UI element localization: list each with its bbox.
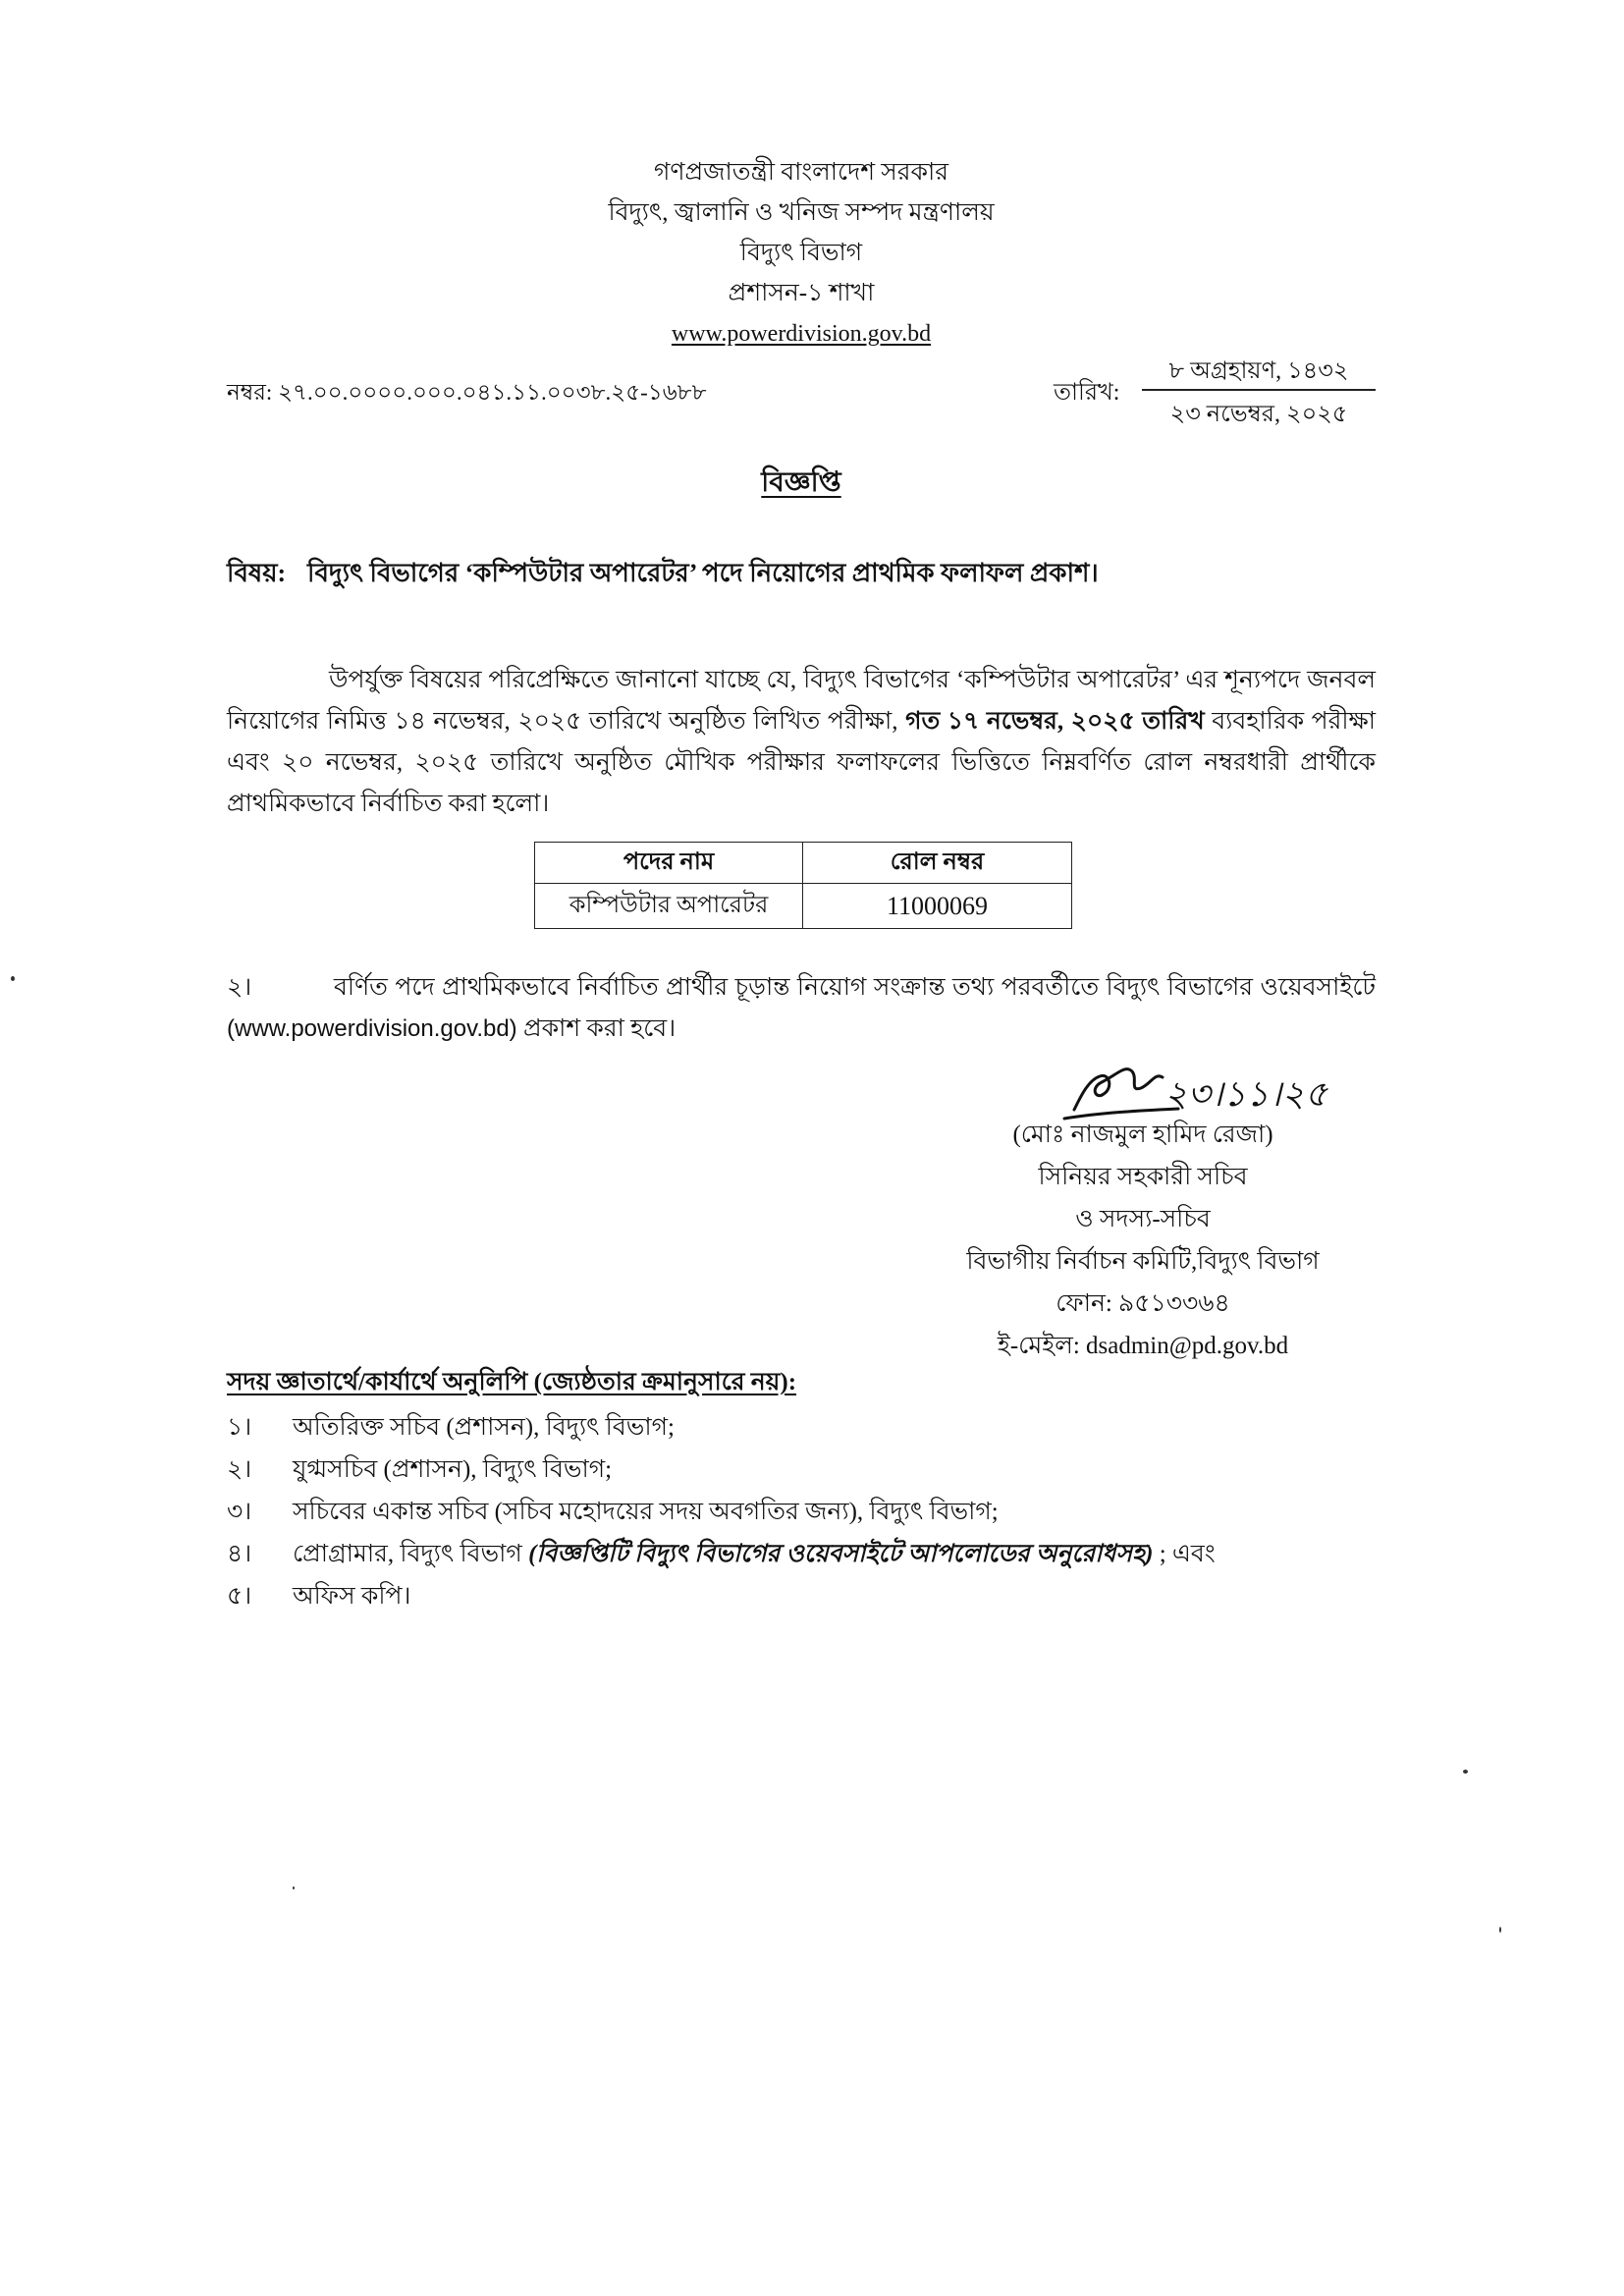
list-item	[227, 1533, 1376, 1575]
signatory-role: ও সদস্য-সচিব	[1075, 1206, 1211, 1232]
table-cell-post: কম্পিউটার অপারেটর	[535, 884, 803, 929]
signature-handwritten-date: ২৩।১১।২৫	[1164, 1074, 1328, 1114]
signatory-block	[888, 1114, 1398, 1367]
copies-heading: সদয় জ্ঞাতার্থে/কার্যার্থে অনুলিপি (জ্যেষ্ঠতার ক্রমানুসারে নয়):	[227, 1369, 797, 1395]
paragraph-1-part-3: ব্যবহারিক পরীক্ষা এবং ২০ নভেম্বর, ২০২৫ তারিখে অনুষ্ঠিত মৌখিক পরীক্ষার ফলাফলের ভিত্তিতে নিম্নবর্ণিত রোল নম্বরধারী প্রার্থীকে প্রাথমিকভাবে নির্বাচিত করা হলো।	[227, 708, 1377, 817]
table-header-roll: রোল নম্বর	[803, 843, 1072, 884]
subject-text: বিদ্যুৎ বিভাগের ‘কম্পিউটার অপারেটর’ পদে নিয়োগের প্রাথমিক ফলাফল প্রকাশ।	[307, 559, 1099, 587]
list-item	[227, 1575, 1376, 1617]
list-item-text: অতিরিক্ত সচিব (প্রশাসন), বিদ্যুৎ বিভাগ;	[293, 1414, 675, 1441]
list-item	[227, 1491, 1376, 1533]
table-header-post: পদের নাম	[535, 843, 803, 884]
paragraph-1-part-1: উপর্যুক্ত বিষয়ের পরিপ্রেক্ষিতে জানানো যাচ্ছে যে, বিদ্যুৎ বিভাগের ‘কম্পিউটার অপারেটর’ এর শূন্যপদে জনবল নিয়োগের নিমিত্ত ১৪ নভেম্বর, ২০২৫ তারিখে অনুষ্ঠিত লিখিত পরীক্ষা,	[227, 667, 1376, 735]
subject-line	[227, 553, 1376, 594]
table-row	[535, 884, 1072, 929]
copies-list	[227, 1406, 1376, 1617]
signatory-name: (মোঃ নাজমুল হামিদ রেজা)	[1012, 1121, 1273, 1148]
paragraph-1-bold-date: গত ১৭ নভেম্বর, ২০২৫ তারিখ	[905, 708, 1205, 735]
list-item-text: অফিস কপি।	[293, 1583, 411, 1610]
date-label: তারিখ:	[1054, 380, 1120, 406]
government-name: গণপ্রজাতন্ত্রী বাংলাদেশ সরকার	[653, 159, 949, 186]
signatory-email-label: ই-মেইল:	[997, 1333, 1080, 1359]
list-item	[227, 1449, 1376, 1491]
list-item-number: ১।	[227, 1414, 252, 1441]
notice-title-wrap	[227, 463, 1376, 504]
memo-number: নম্বর: ২৭.০০.০০০০.০০০.০৪১.১১.০০৩৮.২৫-১৬৮৮	[227, 380, 707, 405]
notice-title: বিজ্ঞপ্তি	[761, 467, 841, 498]
list-item-note: (বিজ্ঞপ্তিটি বিদ্যুৎ বিভাগের ওয়েবসাইটে আপলোডের অনুরোধসহ)	[528, 1541, 1154, 1567]
date-bangla: ৮ অগ্রহায়ণ, ১৪৩২	[1142, 354, 1376, 391]
list-item-number: ৩।	[227, 1499, 252, 1525]
body-paragraph-1	[227, 660, 1376, 825]
paragraph-2-text-end: প্রকাশ করা হবে।	[522, 1015, 677, 1042]
list-item-suffix: ; এবং	[1159, 1541, 1216, 1567]
list-item	[227, 1406, 1376, 1449]
ministry-name: বিদ্যুৎ, জ্বালানি ও খনিজ সম্পদ মন্ত্রণালয়	[608, 199, 995, 226]
scan-speck	[11, 976, 15, 981]
date-gregorian: ২৩ নভেম্বর, ২০২৫	[1169, 402, 1348, 427]
scan-speck	[1499, 1927, 1501, 1933]
results-table	[534, 842, 1072, 929]
list-item-number: ২।	[227, 1456, 252, 1483]
body-paragraph-2	[227, 967, 1376, 1050]
branch-name: প্রশাসন-১ শাখা	[728, 280, 875, 306]
signatory-designation: সিনিয়র সহকারী সচিব	[1038, 1164, 1248, 1190]
copies-heading-wrap	[227, 1362, 796, 1403]
table-cell-roll: 11000069	[803, 884, 1072, 929]
signatory-email: dsadmin@pd.gov.bd	[1086, 1333, 1289, 1359]
list-item-number: ৫।	[227, 1583, 252, 1610]
signature-scribble	[1064, 1069, 1178, 1119]
list-item-text: যুগ্মসচিব (প্রশাসন), বিদ্যুৎ বিভাগ;	[293, 1456, 613, 1483]
paragraph-2-website: (www.powerdivision.gov.bd)	[227, 1015, 517, 1042]
header-website-line	[227, 313, 1376, 355]
signatory-phone: ফোন: ৯৫১৩৩৬৪	[1056, 1290, 1230, 1317]
signatory-email-line	[888, 1325, 1398, 1367]
list-item-text: সচিবের একান্ত সচিব (সচিব মহোদয়ের সদয় অবগতির জন্য), বিদ্যুৎ বিভাগ;	[293, 1499, 999, 1525]
date-block	[1142, 354, 1376, 432]
list-item-text: প্রোগ্রামার, বিদ্যুৎ বিভাগ	[293, 1541, 522, 1567]
paragraph-2-text: বর্ণিত পদে প্রাথমিকভাবে নির্বাচিত প্রার্থীর চূড়ান্ত নিয়োগ সংক্রান্ত তথ্য পরবর্তীতে বিদ্যুৎ বিভাগের ওয়েবসাইটে	[334, 974, 1376, 1001]
table-header-row	[535, 843, 1072, 884]
scan-speck	[293, 1886, 295, 1889]
subject-label: বিষয়:	[227, 559, 287, 587]
list-item-number: ৪।	[227, 1541, 252, 1567]
paragraph-2-number: ২।	[227, 974, 252, 1001]
scan-speck	[1463, 1770, 1468, 1774]
header-website: www.powerdivision.gov.bd	[671, 321, 932, 347]
division-name: বিদ্যুৎ বিভাগ	[739, 240, 863, 266]
letterhead	[227, 152, 1376, 355]
signatory-committee: বিভাগীয় নির্বাচন কমিটি,বিদ্যুৎ বিভাগ	[966, 1248, 1320, 1275]
